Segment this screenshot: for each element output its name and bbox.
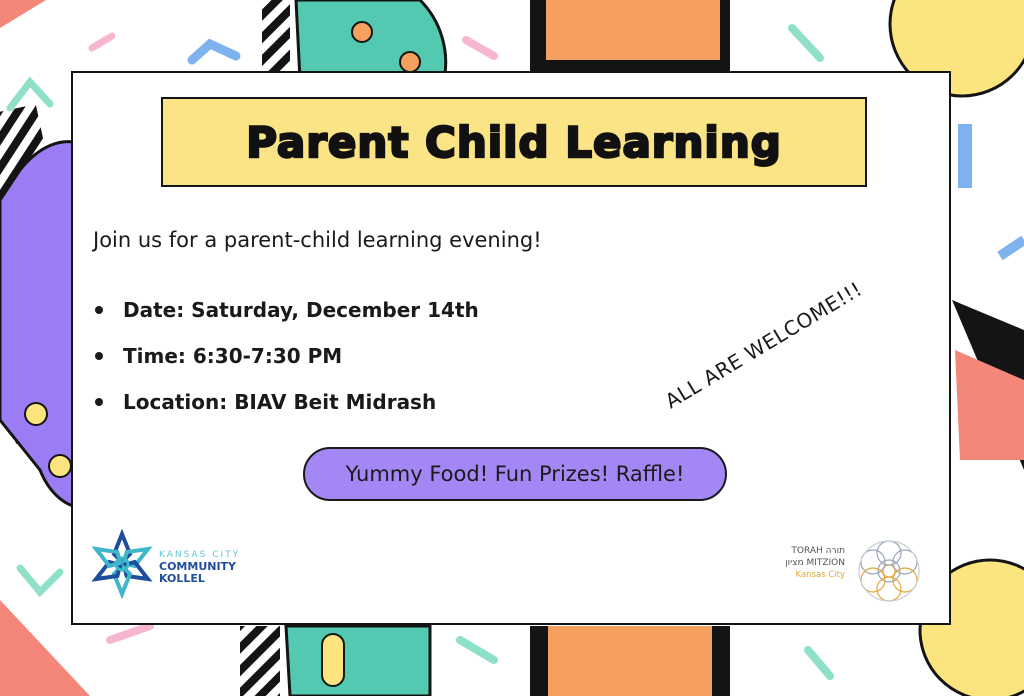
title-banner	[161, 97, 867, 187]
kansas-city-community-kollel-logo: KANSAS CITY COMMUNITY KOLLEL	[87, 529, 257, 601]
star-flower-icon	[87, 529, 157, 599]
event-details-list	[95, 287, 479, 425]
welcome-text: ALL ARE WELCOME!!!	[660, 276, 867, 414]
bullet-icon	[95, 306, 103, 314]
bullet-icon	[95, 398, 103, 406]
event-card	[71, 71, 951, 625]
concentric-circles-icon	[851, 533, 927, 609]
detail-time: Time: 6:30-7:30 PM	[95, 333, 479, 379]
torah-mitzion-logo: TORAH תורה מציון MITZION Kansas City	[773, 531, 943, 611]
event-title: Parent Child Learning	[246, 117, 782, 167]
intro-text: Join us for a parent-child learning evening!	[93, 228, 542, 252]
detail-location: Location: BIAV Beit Midrash	[95, 379, 479, 425]
bullet-icon	[95, 352, 103, 360]
highlights-pill: Yummy Food! Fun Prizes! Raffle!	[303, 447, 727, 501]
detail-date: Date: Saturday, December 14th	[95, 287, 479, 333]
